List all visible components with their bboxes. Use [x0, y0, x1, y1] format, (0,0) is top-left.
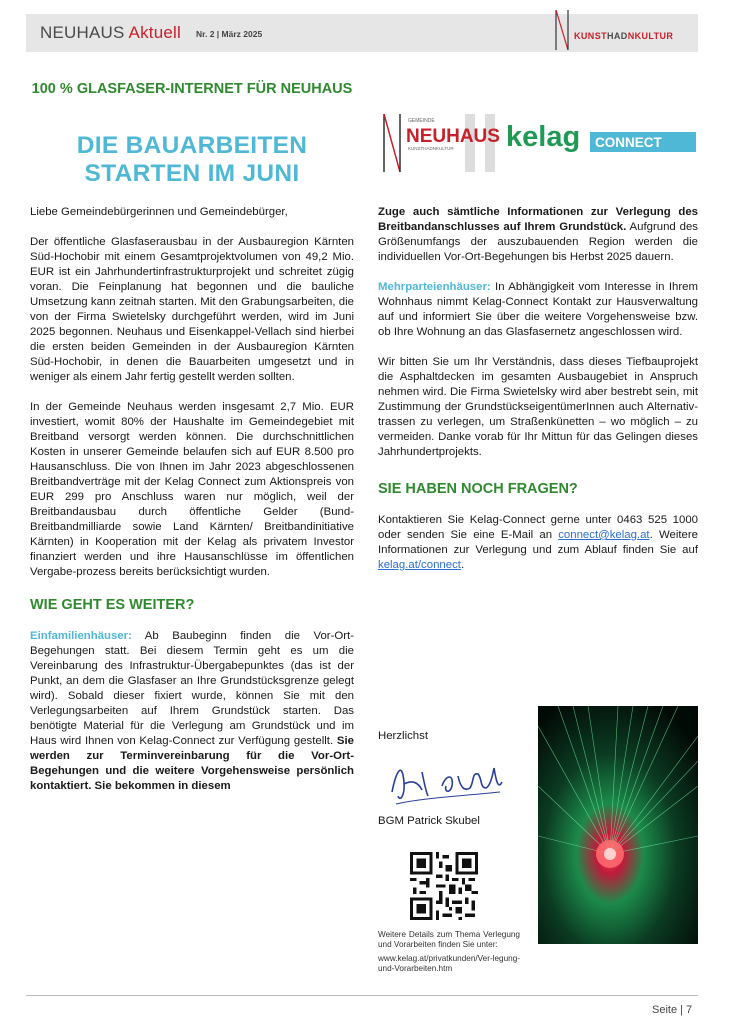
- logo-small-bottom: KUNSTHADNKULTUR: [408, 146, 454, 151]
- logo-small-top: GEMEINDE: [408, 118, 435, 124]
- section-heading-next: WIE GEHT ES WEITER?: [30, 597, 195, 613]
- signature-icon: [382, 752, 522, 814]
- article-kicker: 100 % GLASFASER-INTERNET FÜR NEUHAUS: [31, 81, 353, 97]
- paragraph-1: Der öffentliche Glasfaserausbau in der Ausbauregion Kärnten Süd-Hochobir mit einem Gesamtprojektvolumen von 49,2 Mio. EUR ist ein Jahrhundertinfrastrukturprojekt und schreitet zügig voran. Die Feinplanung hat begonnen und die bauliche Umsetzung kann zeitnah starten. Mit den Grabungsarbeiten, die von der Firma Swietelsky durchgeführt werden, wird im Juni 2025 begonnen. Neuhaus und Eisenkappel-Vellach sind hierbei die ersten beiden Gemeinden in der Ausbauregion Kärnten Süd-Hochobir, in denen die Bauarbeiten umgesetzt und in weniger als einem Jahr fertig gestellt werden sollten.: [30, 236, 354, 383]
- qr-note: Weitere Details zum Thema Verlegung und Vorarbeiten finden Sie unter: www.kelag.at/privatkunden/Ver-legung-und-Vorarbeiten.htm: [378, 930, 520, 973]
- paragraph-3: Einfamilienhäuser: Ab Baubeginn finden die Vor-Ort-Begehungen statt. Bei diesem Termin geht es um die Vereinbarung des Infrastruktur-Übergabepunktes (das ist der Punkt, an dem die Glasfaser an Ihre Grundstücksgrenze gelegt wird). Sobald dieser fixiert wurde, können Sie mit den Verlegungsarbeiten auf Ihrem Grundstück starten. Das benötigte Material für die Verlegung am Grundstück und im Haus wird Ihnen von Kelag-Connect zur Verfügung gestellt. Sie werden zur Terminvereinbarung für die Vor-Ort-Begehungen und die weitere Vorgehensweise persönlich kontaktiert. Sie bekommen in diesem: [30, 630, 354, 792]
- article-headline: DIE BAUARBEITEN STARTEN IM JUNI: [76, 132, 308, 187]
- issue-label: Nr. 2 | März 2025: [196, 29, 263, 39]
- paragraph-2: In der Gemeinde Neuhaus werden insgesamt 2,7 Mio. EUR investiert, womit 80% der Haushalte im Gemeindegebiet mit Breitband versorgt werden können. Die durchschnittlichen Kosten in unserer Gemeinde belaufen sich auf EUR 8.500 pro Hausanschluss. Die von Ihnen im Jahr 2023 abgeschlossenen Breitbandverträge mit der Kelag Connect zum Aktionspreis von EUR 299 pro Anschluss waren nur möglich, weil der Breitbandausbau durch öffentliche Gelder (Bund-Breitbandmilliarde sowie Land Kärnten/ Breitbandinitiative Kärnten) in Kooperation mit der Kelag als privatem Investor finanziert werden und ihre Hausanschlüsse im öffentlichen Vergabe-prozess bereits berücksichtigt wurden.: [30, 401, 354, 578]
- paragraph-r2: Mehrparteienhäuser: In Abhängigkeit vom Interesse in Ihrem Wohnhaus nimmt Kelag-Connect Kontakt zur Hausverwaltung auf und informiert Sie über die weitere Vorgehensweise bzw. ob Ihre Wohnung an das Glasfasernetz angeschlossen wird.: [378, 281, 698, 338]
- signer-name: BGM Patrick Skubel: [378, 815, 480, 827]
- logo-kelag: kelag: [506, 121, 581, 153]
- fiber-optic-photo: [538, 706, 698, 944]
- paragraph-r3: Wir bitten Sie um Ihr Verständnis, dass dieses Tiefbauprojekt die Asphaltdecken im gesamten Ausbaugebiet in Anspruch nehmen wird. Die Firma Swietelsky wird aber bestrebt sein, mit Zustimmung der GrundstückseigentümerInnen auch Alternativ-trassen zu verlegen, um Straßenkünetten – wo möglich – zu vermeiden. Danke vorab für Ihr Mittun für das Gelingen dieses Jahrhundertprojekts.: [378, 356, 698, 458]
- logo-neuhaus: NEUHAUS: [406, 126, 500, 147]
- qr-code-icon[interactable]: [410, 852, 478, 920]
- publication-title: NEUHAUS Aktuell: [40, 23, 181, 42]
- section-heading-questions: SIE HABEN NOCH FRAGEN?: [378, 481, 578, 497]
- paragraph-r4: Kontaktieren Sie Kelag-Connect gerne unter 0463 525 1000 oder senden Sie eine E-Mail an connect@kelag.at. Weitere Informationen zur Verlegung und zum Ablauf finden Sie auf kelag.at/connect.: [378, 514, 698, 571]
- kelag-connect-link[interactable]: kelag.at/connect: [378, 559, 461, 571]
- page-header: [26, 14, 698, 52]
- email-link[interactable]: connect@kelag.at: [558, 529, 650, 541]
- qr-url: www.kelag.at/privatkunden/Ver-legung-und-Vorarbeiten.htm: [378, 954, 520, 973]
- paragraph-r1: Zuge auch sämtliche Informationen zur Verlegung des Breitbandanschlusses auf Ihrem Grundstück. Aufgrund des Größenumfangs der auszubauenden Region werden die individuellen Vor-Ort-Begehungen bis Herbst 2025 dauern.: [378, 206, 698, 263]
- right-column: [378, 205, 698, 588]
- left-column: [30, 205, 354, 809]
- partner-logos: [378, 108, 698, 178]
- logo-connect: CONNECT: [595, 135, 662, 150]
- header-logo-text: KUNSTHADNKULTUR: [574, 31, 674, 41]
- salutation: Liebe Gemeindebürgerinnen und Gemeindebürger,: [30, 206, 288, 218]
- footer-divider: [26, 995, 698, 996]
- page-number: Seite | 7: [652, 1004, 693, 1016]
- closing: Herzlichst: [378, 730, 429, 742]
